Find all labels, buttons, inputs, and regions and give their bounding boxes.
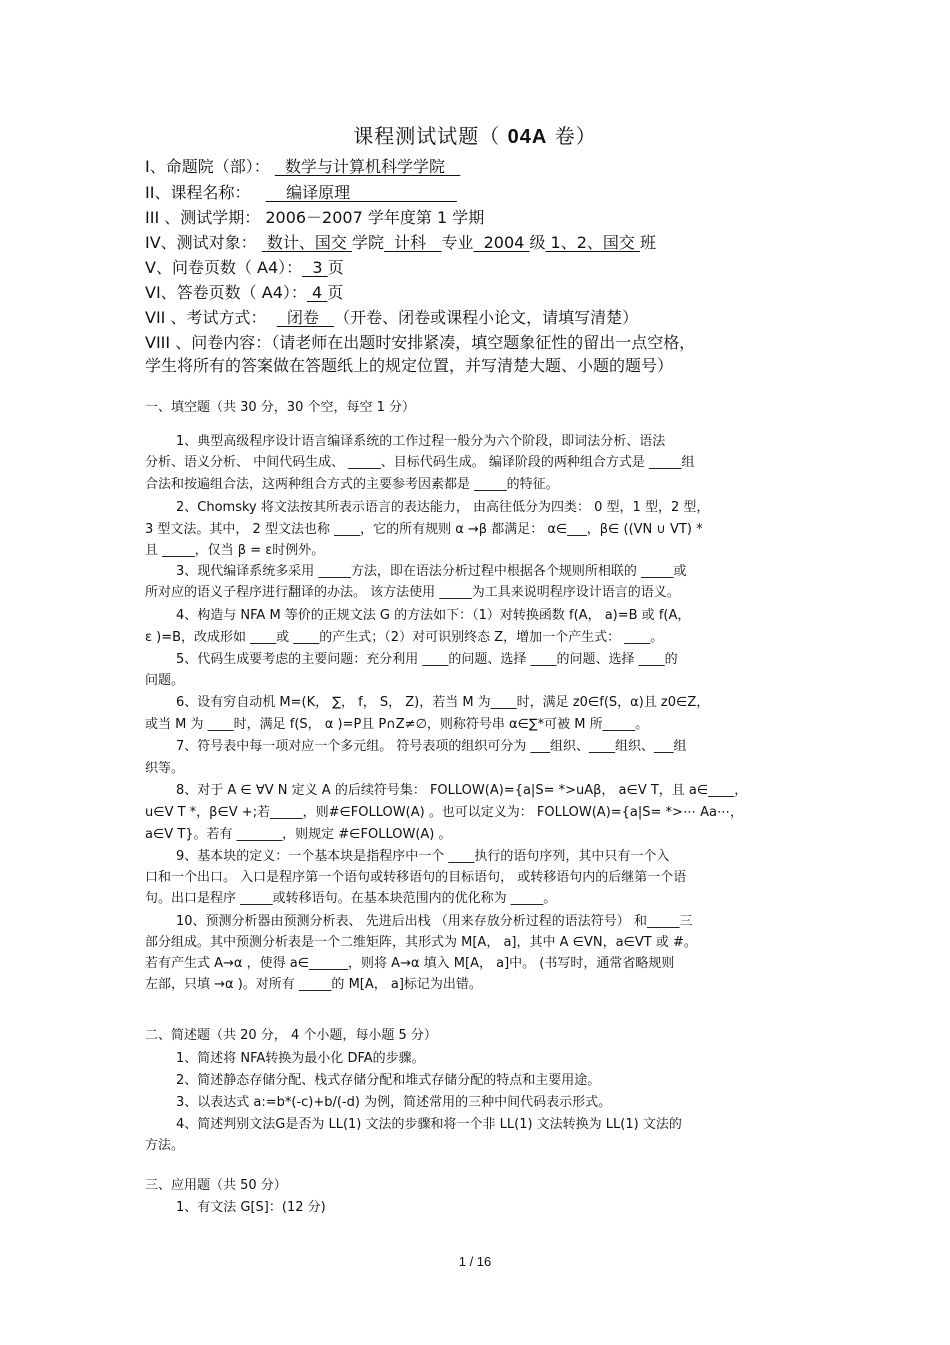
header-line-8: VIII 、问卷内容：（请老师在出题时安排紧凑，填空题象征性的留出一点空格， [145,333,696,352]
school-value: 数学与计算机科学学院 [285,157,446,176]
header-line-7: VII 、考试方式： 闭卷 （开卷、闭卷或课程小论文，请填写清楚） [145,308,639,327]
s1-line: u∈V T *，β∈V +;若_____，则#∈FOLLOW(A) 。也可以定义为： FOLLOW(A)={a|S= *>⋯ Aa⋯， [145,805,743,820]
s1-line: 问题。 [145,673,185,688]
s1-line: 若有产生式 A→α ，使得 a∈______，则将 A→α 填入 M[A， a]中。 (书写时，通常省略规则 [145,956,675,971]
header-line-2: II、课程名称： 编译原理 [145,180,845,203]
s2-line: 3、以表达式 a:=b*(-c)+b/(-d) 为例，简述常用的三种中间代码表示形式。 [176,1095,612,1110]
s1-line: 10、预测分析器由预测分析表、 先进后出栈 （用来存放分析过程的语法符号） 和_____三 [176,914,693,929]
header-line-1: I、命题院（部）： 数学与计算机科学学院 [145,154,845,177]
course-value: 编译原理 [286,183,351,202]
header-line-3: III 、测试学期： 2006－2007 学年度第 1 学期 [145,208,485,227]
s1-line: 或当 M 为 ____时，满足 f(S， α )=P且 P∩Z≠∅，则称符号串 α∈∑*可被 M 所_____。 [145,717,649,732]
s1-line: 分析、语义分析、 中间代码生成、 _____、目标代码生成。 编译阶段的两种组合方式是 _____组 [145,455,695,470]
s1-line: 8、对于 A ∈ ∀V N 定义 A 的后续符号集： FOLLOW(A)={a|S= *>uAβ， a∈V T，且 a∈____， [176,783,748,798]
s1-line: a∈V T}。若有 _______，则规定 #∈FOLLOW(A) 。 [145,827,452,842]
header-line-9: 学生将所有的答案做在答题纸上的规定位置，并写清楚大题、小题的题号） [145,356,674,375]
s1-line: 3 型文法。其中， 2 型文法也称 ____，它的所有规则 α →β 都满足： α∈___，β∈ ((VN ∪ VT) * [145,522,703,537]
s1-line: 所对应的语义子程序进行翻译的办法。 该方法使用 _____为工具来说明程序设计语言的语义。 [145,585,680,600]
title-prefix: 课程测试试题（ [353,124,508,148]
s1-line: 口和一个出口。 入口是程序第一个语句或转移语句的目标语句， 或转移语句内的后继第一个语 [145,870,687,885]
header-line-6: VI、答卷页数（ A4）： 4 页 [145,283,344,302]
s3-line: 1、有文法 G[S]：(12 分) [176,1200,326,1215]
title-code: 04A [507,126,548,148]
s1-line: 句。出口是程序 _____或转移语句。在基本块范围内的优化称为 _____。 [145,891,557,906]
section-3-heading: 三、应用题（共 50 分） [145,1178,287,1193]
s1-line: 左部，只填 →α )。对所有 _____的 M[A， a]标记为出错。 [145,977,482,992]
s1-line: 2、Chomsky 将文法按其所表示语言的表达能力， 由高往低分为四类： 0 型，1 型，2 型， [176,500,710,515]
s2-line: 1、简述将 NFA转换为最小化 DFA的步骤。 [176,1051,425,1066]
s1-line: 9、基本块的定义：一个基本块是指程序中一个 ____执行的语句序列，其中只有一个入 [176,849,670,864]
s1-line: 合法和按遍组合法，这两种组合方式的主要参考因素都是 _____的特征。 [145,477,559,492]
header-line-4: IV、测试对象： 数计、国交 学院 计科 专业 2004 级 1、2、国交 班 [145,233,657,252]
s1-line: 且 _____，仅当 β = ε时例外。 [145,543,325,558]
s1-line: 3、现代编译系统多采用 _____方法，即在语法分析过程中根据各个规则所相联的 _____或 [176,564,687,579]
page-number: 1 / 16 [458,1254,492,1269]
s1-line: 7、符号表中每一项对应一个多元组。 符号表项的组织可分为 ___组织、____组织、___组 [176,739,687,754]
s1-line: 部分组成。其中预测分析表是一个二维矩阵，其形式为 M[A， a]，其中 A ∈VN，a∈VT 或 #。 [145,935,697,950]
s1-line: 1、典型高级程序设计语言编译系统的工作过程一般分为六个阶段，即词法分析、语法 [176,434,666,449]
s1-line: 4、构造与 NFA M 等价的正规文法 G 的方法如下：（1）对转换函数 f(A， a)=B 或 f(A， [176,608,691,623]
s2-line: 方法。 [145,1138,185,1153]
s2-line: 4、简述判别文法G是否为 LL(1) 文法的步骤和将一个非 LL(1) 文法转换为 LL(1) 文法的 [176,1117,682,1132]
exam-title [0,120,950,149]
header-line-5: V、问卷页数（ A4）： 3 页 [145,258,344,277]
title-suffix: 卷） [547,124,597,148]
s1-line: 5、代码生成要考虑的主要问题：充分利用 ____的问题、选择 ____的问题、选择 ____的 [176,652,678,667]
s1-line: ε )=B，改成形如 ____或 ____的产生式；（2）对可识别终态 Z，增加一个产生式： ____。 [145,630,664,645]
section-2-heading: 二、简述题（共 20 分， 4 个小题，每小题 5 分） [145,1028,437,1043]
section-1-heading: 一、填空题（共 30 分，30 个空，每空 1 分） [145,400,416,415]
s2-line: 2、简述静态存储分配、栈式存储分配和堆式存储分配的特点和主要用途。 [176,1073,601,1088]
s1-line: 织等。 [145,761,185,776]
s1-line: 6、设有穷自动机 M=(K， ∑， f， S， Z)，若当 M 为____时，满足 z0∈f(S，α)且 z0∈Z， [176,695,710,710]
